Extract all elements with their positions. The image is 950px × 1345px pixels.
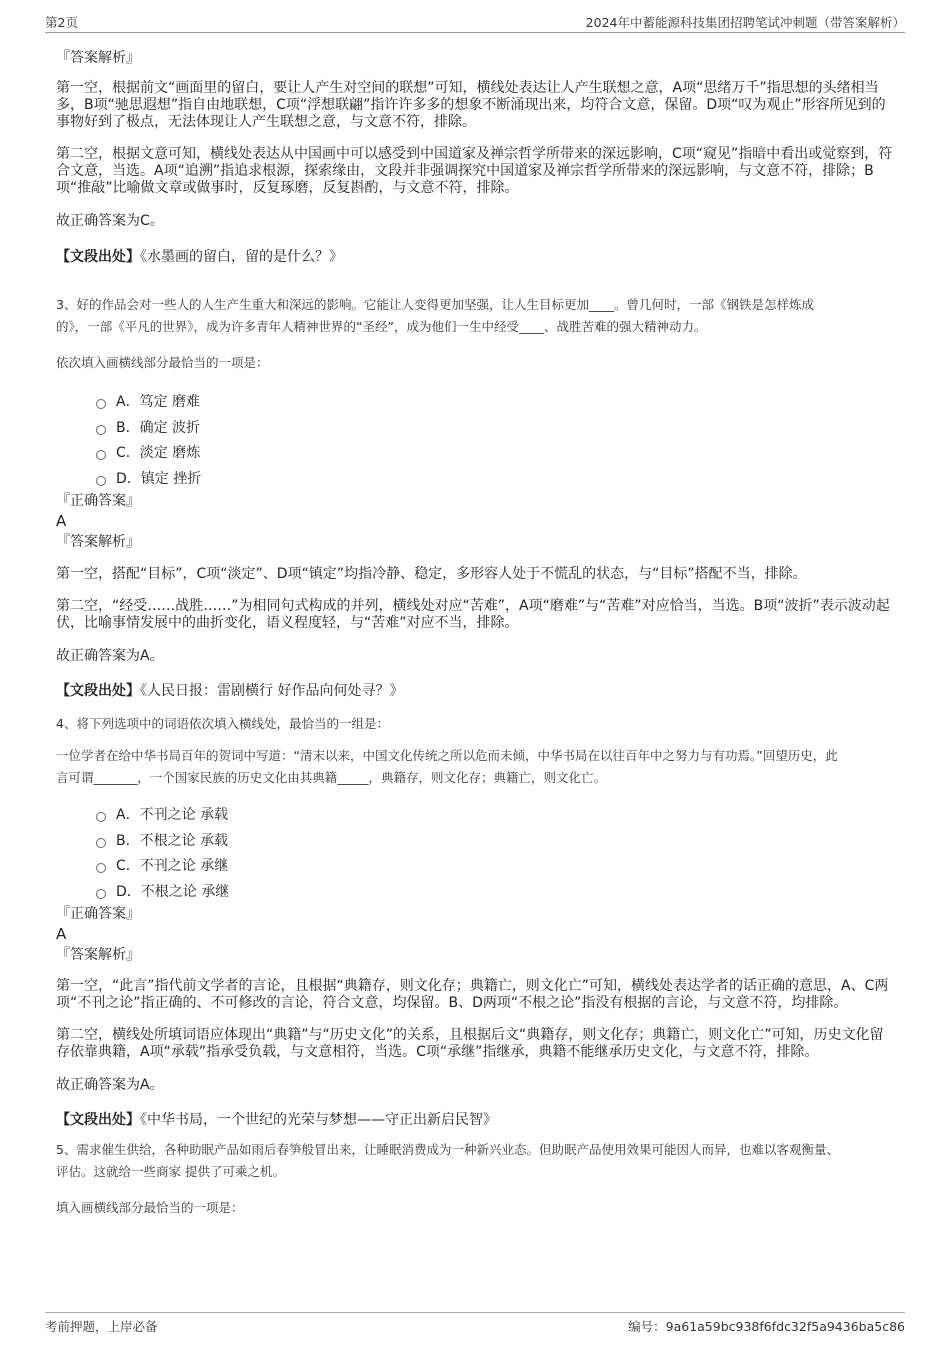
q3-stem-line2: 的》，一部《平凡的世界》，成为许多青年人精神世界的“圣经”，成为他们一生中经受____、战胜苦难的强大精神动力。 (56, 319, 707, 334)
radio-icon[interactable] (96, 476, 106, 486)
option-label: D．镇定 挫折 (116, 470, 202, 487)
q3-option-c[interactable] (96, 441, 894, 467)
q4-option-d[interactable] (96, 880, 894, 906)
q5-stem-line2: 评估。这就给一些商家 提供了可乘之机。 (56, 1164, 285, 1179)
radio-icon[interactable] (96, 450, 106, 460)
question-3 (56, 294, 894, 700)
document-title: 2024年中蓄能源科技集团招聘笔试冲刺题（带答案解析） (585, 15, 905, 30)
page-footer (45, 1312, 905, 1337)
option-label: B．确定 波折 (116, 419, 201, 436)
q4-analysis-label: 『答案解析』 (56, 947, 140, 963)
q4-option-c[interactable] (96, 854, 894, 880)
q4-analysis-p1: 第一空，“此言”指代前文学者的言论，且根据“典籍存，则文化存；典籍亡，则文化亡”可知，横线处表达学者的话正确的意思，A、C两项“不刊之论”指正确的、不可修改的言论，符合文意，均保留。B、D两项“不根之论”指没有根据的言论，与文意不符，均排除。 (56, 978, 889, 1011)
q3-source (56, 683, 894, 700)
q3-conclusion: 故正确答案为A。 (56, 648, 164, 664)
q4-source-label: 【文段出处】 (56, 1112, 140, 1128)
question-5 (56, 1139, 894, 1219)
q3-option-d[interactable] (96, 467, 894, 493)
option-label: A．笃定 磨难 (116, 394, 201, 410)
q3-answer-label: 『正确答案』 (56, 493, 140, 509)
q4-conclusion: 故正确答案为A。 (56, 1077, 164, 1093)
option-label: D．不根之论 承继 (116, 883, 230, 900)
q4-options (96, 803, 894, 905)
q3-option-b[interactable] (96, 416, 894, 442)
q3-analysis-p2: 第二空，“经受……战胜……”为相同句式构成的并列，横线处对应“苦难”，A项“磨难”与“苦难”对应恰当，当选。B项“波折”表示波动起伏，比喻事情发展中的曲折变化，语义程度轻，与“苦难”对应不当，排除。 (56, 598, 890, 631)
radio-icon[interactable] (96, 838, 106, 848)
question-4 (56, 713, 894, 1129)
radio-icon[interactable] (96, 812, 106, 822)
q4-analysis-p2: 第二空，横线处所填词语应体现出“典籍”与“历史文化”的关系，且根据后文“典籍存，则文化存；典籍亡，则文化亡”可知，历史文化留存依靠典籍，A项“承载”指承受负载，与文意相符，当选。C项“承继”指继承，典籍不能继承历史文化，与文意不符，排除。 (56, 1027, 884, 1060)
radio-icon[interactable] (96, 425, 106, 435)
footer-slogan: 考前押题，上岸必备 (45, 1319, 158, 1334)
option-label: B．不根之论 承载 (116, 832, 229, 849)
q2-analysis-p2: 第二空，根据文意可知，横线处表达从中国画中可以感受到中国道家及禅宗哲学所带来的深远影响，C项“窥见”指暗中看出或觉察到，符合文意，当选。A项“追溯”指追求根源，探索缘由，文段并非强调探究中国道家及禅宗哲学所带来的深远影响，与文意不符，排除；B项“推敲”比喻做文章或做事时，反复琢磨，反复斟酌，与文意不符，排除。 (56, 146, 893, 196)
option-label: A．不刊之论 承载 (116, 807, 229, 823)
q3-source-label: 【文段出处】 (56, 683, 140, 699)
q4-source (56, 1112, 894, 1129)
q4-answer: A (56, 925, 67, 943)
q4-stem: 4、将下列选项中的词语依次填入横线处，最恰当的一组是： (56, 716, 389, 731)
q4-source-text: 《中华书局，一个世纪的光荣与梦想——守正出新启民智》 (140, 1112, 497, 1128)
q5-prompt: 填入画横线部分最恰当的一项是： (56, 1200, 244, 1215)
q2-analysis-label: 『答案解析』 (56, 50, 140, 66)
q3-prompt: 依次填入画横线部分最恰当的一项是： (56, 355, 269, 370)
q4-answer-label: 『正确答案』 (56, 906, 140, 922)
q4-option-a[interactable] (96, 803, 894, 829)
q2-source-label: 【文段出处】 (56, 249, 140, 265)
q4-passage-line1: 一位学者在给中华书局百年的贺词中写道：“清末以来，中国文化传统之所以危而未倾，中华书局在以往百年中之努力与有功焉。”回望历史，此 (56, 748, 838, 763)
q3-option-a[interactable] (96, 390, 894, 416)
radio-icon[interactable] (96, 399, 106, 409)
q3-options (96, 390, 894, 492)
option-label: C．淡定 磨炼 (116, 445, 201, 461)
option-label: C．不刊之论 承继 (116, 858, 229, 874)
q3-stem-line1: 3、好的作品会对一些人的人生产生重大和深远的影响。它能让人变得更加坚强，让人生目标更加____。曾几何时，一部《钢铁是怎样炼成 (56, 297, 814, 312)
q3-analysis-label: 『答案解析』 (56, 534, 140, 550)
q4-passage-line2: 言可谓_______，一个国家民族的历史文化由其典籍_____，典籍存，则文化存；典籍亡，则文化亡。 (56, 770, 607, 785)
q2-conclusion: 故正确答案为C。 (56, 213, 164, 229)
document-id: 编号：9a61a59bc938f6fdc32f5a9436ba5c86 (628, 1319, 905, 1334)
q3-analysis-p1: 第一空，搭配“目标”，C项“淡定”、D项“镇定”均指冷静、稳定，多形容人处于不慌乱的状态，与“目标”搭配不当，排除。 (56, 566, 807, 582)
radio-icon[interactable] (96, 863, 106, 873)
q2-analysis-p1: 第一空，根据前文“画面里的留白，要让人产生对空间的联想”可知，横线处表达让人产生联想之意，A项“思绪万千”指思想的头绪相当多，B项“驰思遐想”指自由地联想，C项“浮想联翩”指许许多多的想象不断涌现出来，均符合文意，保留。D项“叹为观止”形容所见到的事物好到了极点，无法体现让人产生联想之意，与文意不符，排除。 (56, 80, 886, 130)
q3-answer: A (56, 512, 67, 530)
q4-option-b[interactable] (96, 829, 894, 855)
radio-icon[interactable] (96, 889, 106, 899)
q2-source (56, 249, 894, 266)
q3-source-text: 《人民日报：雷剧横行 好作品向何处寻？》 (140, 683, 404, 699)
page-number: 第2页 (45, 15, 78, 30)
page-header (45, 10, 905, 33)
page-content (56, 46, 894, 1219)
q5-stem-line1: 5、需求催生供给，各种助眠产品如雨后春笋般冒出来，让睡眠消费成为一种新兴业态。但助眠产品使用效果可能因人而异，也难以客观衡量、 (56, 1142, 839, 1157)
q2-source-text: 《水墨画的留白，留的是什么？》 (140, 249, 343, 265)
